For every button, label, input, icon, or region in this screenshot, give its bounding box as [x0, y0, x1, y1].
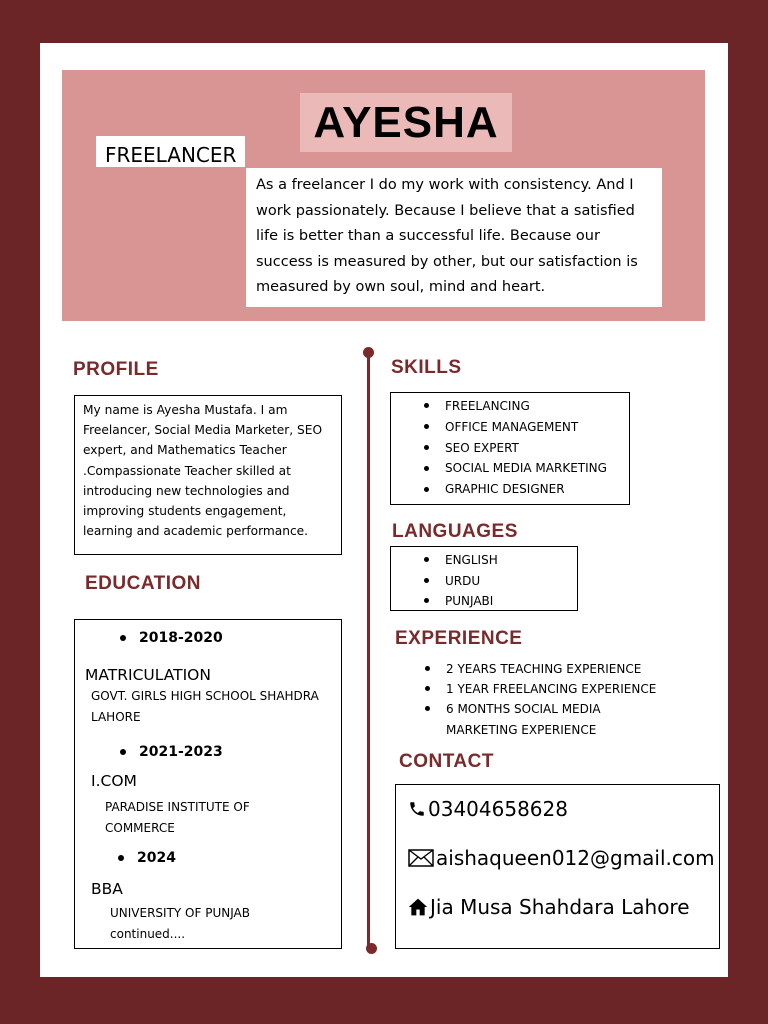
address-row [408, 895, 690, 919]
job-title: FREELANCER [96, 136, 245, 167]
education-degree: I.COM [91, 772, 137, 790]
languages-list [391, 550, 577, 611]
experience-item-continuation: MARKETING EXPERIENCE [446, 723, 597, 737]
email-row [408, 846, 715, 870]
language-item: PUNJABI [391, 591, 577, 611]
home-address: Jia Musa Shahdara Lahore [430, 895, 690, 919]
education-box [74, 619, 342, 949]
phone-row [408, 797, 568, 821]
profile-text: My name is Ayesha Mustafa. I am Freelancer, Social Media Marketer, SEO expert, and Mathematics Teacher .Compassionate Teacher skilled at introducing new technologies and improving students engagement, learning and academic performance. [83, 403, 323, 539]
language-item: URDU [391, 571, 577, 592]
skills-list [391, 396, 629, 500]
candidate-name: AYESHA [300, 93, 512, 152]
school-line: COMMERCE [105, 820, 175, 835]
skill-item: GRAPHIC DESIGNER [391, 479, 629, 500]
education-school [91, 686, 319, 727]
skills-box [390, 392, 630, 505]
skill-item: OFFICE MANAGEMENT [391, 417, 629, 438]
header-band [62, 70, 705, 321]
skill-item: SEO EXPERT [391, 438, 629, 459]
experience-item: 6 MONTHS SOCIAL MEDIA [392, 699, 692, 719]
about-summary: As a freelancer I do my work with consistency. And I work passionately. Because I believe that a satisfied life is better than a successful life. Because our success is measured by other, but our satisfaction is measured by own soul, mind and heart. [246, 168, 662, 307]
languages-heading: LANGUAGES [392, 521, 518, 542]
divider-top-dot [363, 347, 374, 358]
school-line: continued.... [110, 926, 186, 941]
education-degree: MATRICULATION [85, 666, 211, 684]
experience-item: 1 YEAR FREELANCING EXPERIENCE [392, 679, 692, 699]
skills-heading: SKILLS [391, 357, 462, 378]
email-address: aishaqueen012@gmail.com [436, 846, 715, 870]
education-school [105, 797, 250, 838]
school-line: PARADISE INSTITUTE OF [105, 800, 250, 814]
profile-box [74, 395, 342, 555]
skill-item: SOCIAL MEDIA MARKETING [391, 458, 629, 479]
resume-page [40, 43, 728, 977]
education-years: 2018-2020 [139, 630, 223, 646]
experience-heading: EXPERIENCE [395, 628, 523, 649]
education-years: 2021-2023 [139, 744, 223, 760]
contact-box [395, 784, 720, 949]
languages-box [390, 546, 578, 611]
school-line: GOVT. GIRLS HIGH SCHOOL SHAHDRA [91, 689, 319, 703]
mail-icon [408, 848, 434, 868]
contact-heading: CONTACT [399, 751, 494, 772]
experience-list [392, 659, 692, 719]
education-degree: BBA [91, 880, 123, 898]
education-years: 2024 [137, 850, 176, 866]
education-school [110, 903, 250, 944]
school-line: UNIVERSITY OF PUNJAB [110, 906, 250, 920]
language-item: ENGLISH [391, 550, 577, 571]
skill-item: FREELANCING [391, 396, 629, 417]
experience-item: 2 YEARS TEACHING EXPERIENCE [392, 659, 692, 679]
divider-bottom-dot [366, 943, 377, 954]
home-icon [408, 897, 428, 917]
education-heading: EDUCATION [85, 573, 202, 594]
profile-heading: PROFILE [73, 359, 159, 380]
phone-icon [408, 799, 426, 819]
phone-number: 03404658628 [428, 797, 568, 821]
center-divider [367, 353, 370, 949]
school-line: LAHORE [91, 709, 141, 724]
